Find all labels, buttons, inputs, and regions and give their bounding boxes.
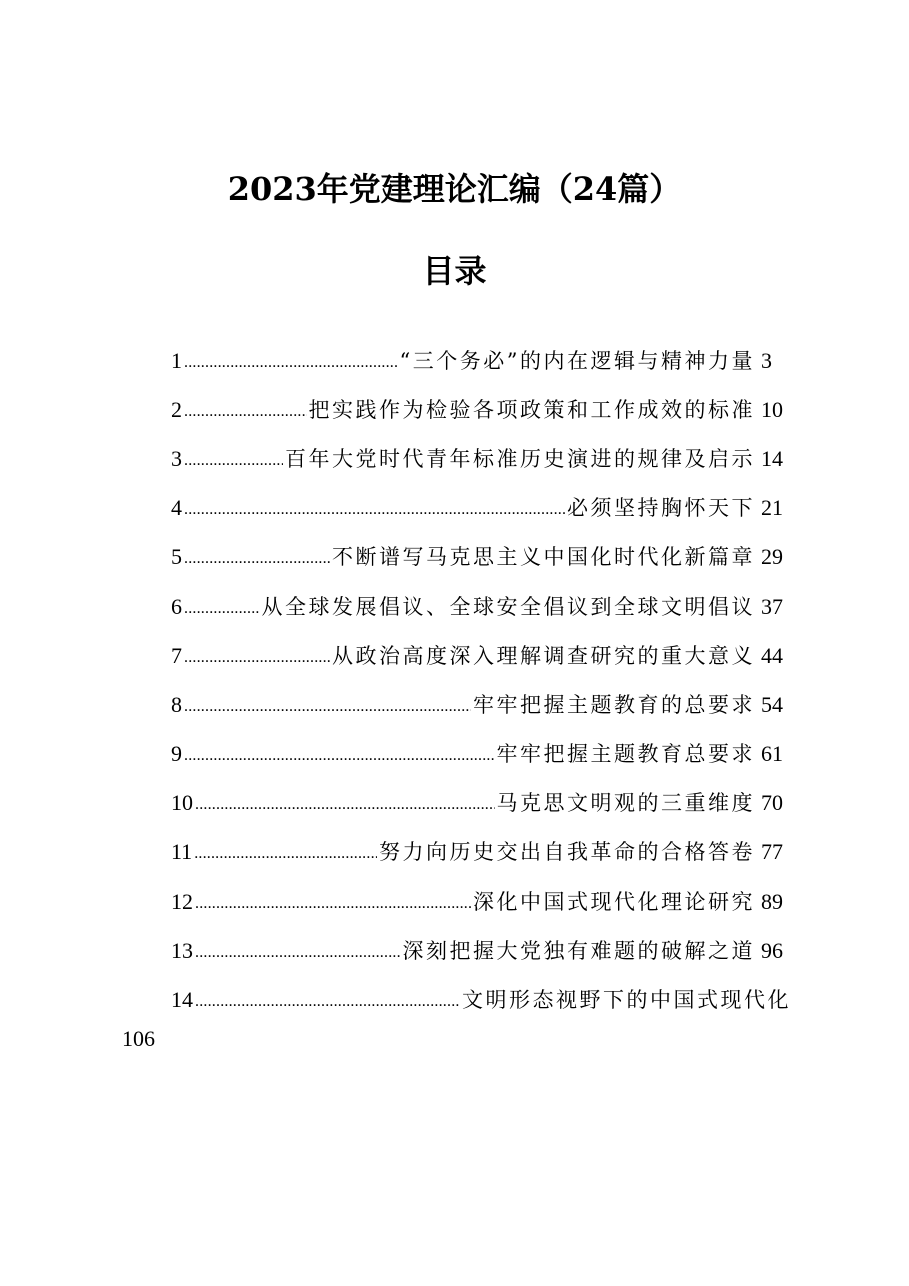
toc-entry-9 <box>171 730 791 779</box>
toc-entry-title: 马克思文明观的三重维度 <box>496 791 755 816</box>
toc-entry-number: 12 <box>171 888 193 914</box>
toc-entry-11 <box>171 828 791 877</box>
toc-entry-number: 13 <box>171 937 193 963</box>
toc-dot-leader <box>184 692 471 722</box>
toc-dot-leader <box>195 938 401 968</box>
toc-entry-title: 百年大党时代青年标准历史演进的规律及启示 <box>285 446 755 471</box>
toc-entry-7 <box>171 631 791 680</box>
toc-entry-number: 14 <box>171 987 193 1013</box>
toc-dot-leader <box>184 495 565 525</box>
toc-entry-number: 6 <box>171 593 182 619</box>
toc-dot-leader <box>184 544 330 574</box>
toc-entry-page: 89 <box>761 888 783 914</box>
toc-entry-page: 70 <box>761 790 783 816</box>
toc-dot-leader <box>195 790 495 820</box>
toc-entry-number: 8 <box>171 691 182 717</box>
toc-entry-page: 37 <box>761 593 783 619</box>
toc-entry-2 <box>171 385 791 434</box>
toc-entry-page: 96 <box>761 937 783 963</box>
toc-entry-title: 不断谱写马克思主义中国化时代化新篇章 <box>332 545 755 570</box>
toc-entry-page: 14 <box>761 445 783 471</box>
toc-entry-3 <box>171 434 791 483</box>
toc-dot-leader <box>184 741 495 771</box>
table-of-contents <box>171 336 791 1025</box>
toc-dot-leader <box>195 987 460 1017</box>
toc-entry-page: 3 <box>761 347 772 373</box>
toc-entry-8 <box>171 680 791 729</box>
toc-entry-title: 必须坚持胸怀天下 <box>567 496 755 521</box>
toc-entry-13 <box>171 926 791 975</box>
toc-entry-10 <box>171 779 791 828</box>
toc-entry-14-page: 106 <box>122 1026 155 1051</box>
toc-dot-leader <box>194 839 377 869</box>
toc-entry-5 <box>171 533 791 582</box>
toc-entry-number: 4 <box>171 495 182 521</box>
toc-entry-14 <box>171 975 791 1024</box>
toc-entry-page: 77 <box>761 839 783 865</box>
toc-entry-title: 从政治高度深入理解调查研究的重大意义 <box>332 643 755 668</box>
toc-entry-page: 44 <box>761 642 783 668</box>
toc-entry-page: 29 <box>761 544 783 570</box>
toc-entry-number: 11 <box>171 839 193 865</box>
toc-entry-number: 3 <box>171 445 182 471</box>
toc-entry-number: 5 <box>171 544 182 570</box>
toc-entry-12 <box>171 877 791 926</box>
toc-dot-leader <box>195 889 471 919</box>
toc-entry-number: 7 <box>171 642 182 668</box>
toc-entry-title: 深化中国式现代化理论研究 <box>473 889 755 914</box>
toc-entry-number: 9 <box>171 741 182 767</box>
toc-dot-leader <box>184 348 398 378</box>
toc-entry-title: 努力向历史交出自我革命的合格答卷 <box>379 840 755 865</box>
toc-dot-leader <box>184 446 283 476</box>
toc-entry-page: 21 <box>761 495 783 521</box>
toc-entry-title: 从全球发展倡议、全球安全倡议到全球文明倡议 <box>261 594 755 619</box>
toc-entry-page: 54 <box>761 691 783 717</box>
toc-dot-leader <box>184 643 330 673</box>
toc-entry-page: 61 <box>761 741 783 767</box>
toc-heading: 目录 <box>422 252 487 290</box>
toc-entry-title: 牢牢把握主题教育的总要求 <box>473 692 755 717</box>
toc-entry-1 <box>171 336 791 385</box>
toc-entry-title: 深刻把握大党独有难题的破解之道 <box>402 938 755 963</box>
document-title: 2023年党建理论汇编（24篇） <box>227 170 682 208</box>
toc-entry-title: 牢牢把握主题教育总要求 <box>496 742 755 767</box>
toc-dot-leader <box>184 397 307 427</box>
toc-entry-6 <box>171 582 791 631</box>
toc-dot-leader <box>184 594 260 624</box>
toc-entry-title: “三个务必”的内在逻辑与精神力量 <box>399 348 755 373</box>
toc-entry-title: 把实践作为检验各项政策和工作成效的标准 <box>308 397 755 422</box>
toc-entry-number: 10 <box>171 790 193 816</box>
toc-entry-title: 文明形态视野下的中国式现代化 <box>462 988 791 1013</box>
toc-entry-number: 1 <box>171 347 182 373</box>
toc-entry-page: 10 <box>761 396 783 422</box>
toc-entry-number: 2 <box>171 396 182 422</box>
toc-entry-4 <box>171 484 791 533</box>
